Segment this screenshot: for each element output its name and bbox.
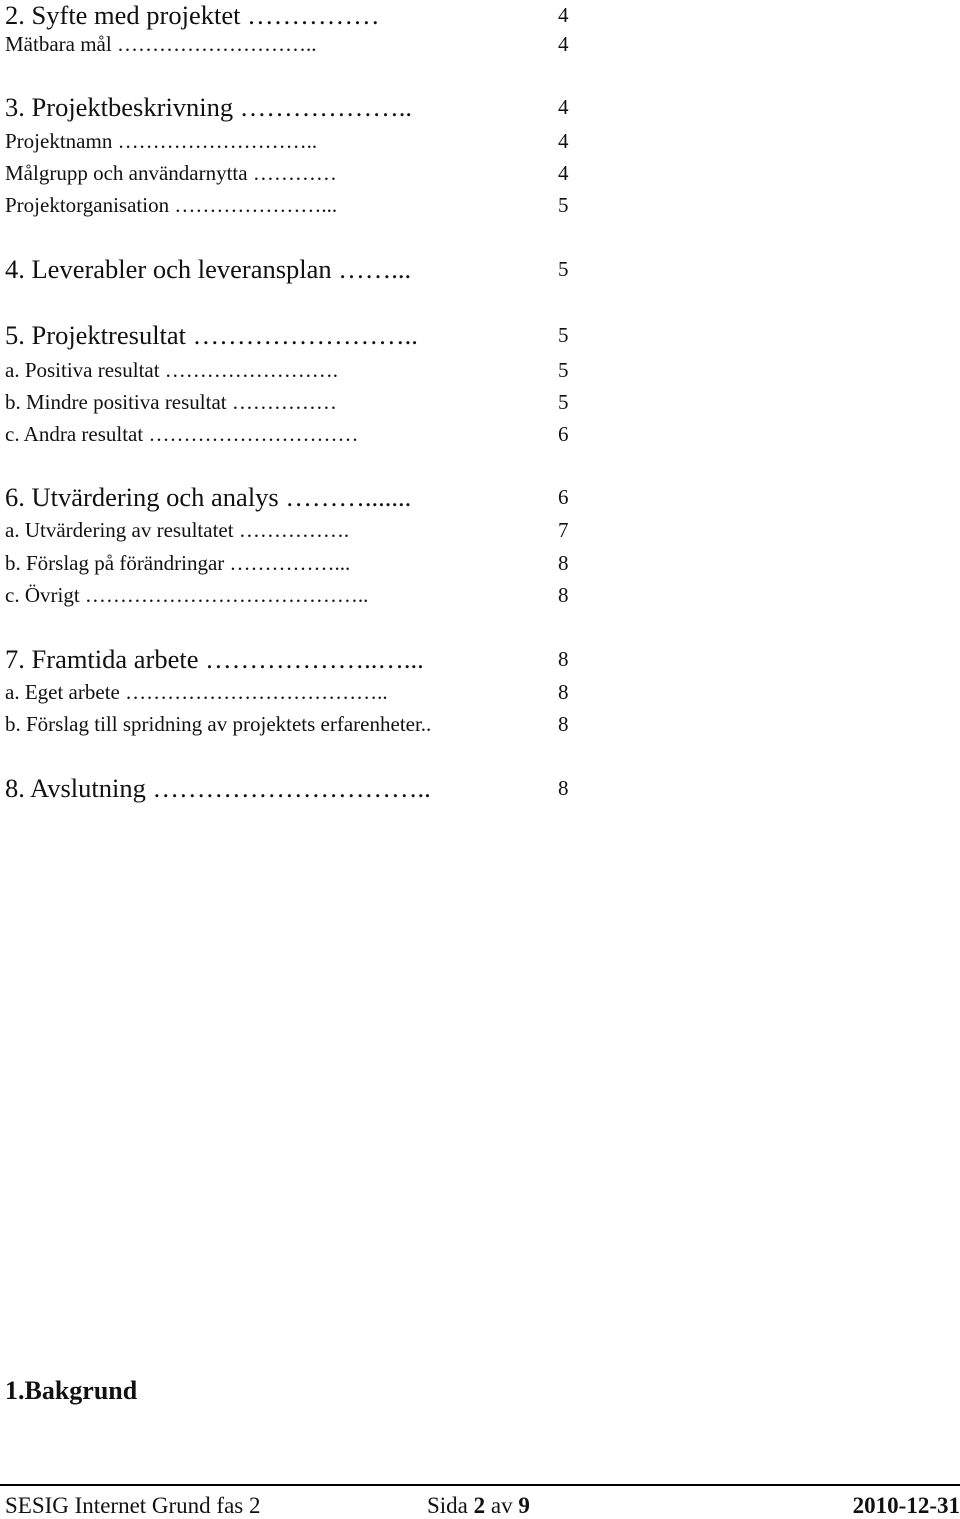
toc-entry xyxy=(5,320,575,351)
toc-entry-page: 6 xyxy=(558,485,569,509)
toc-entry-page: 5 xyxy=(558,193,569,217)
toc-entry-title: a. Utvärdering av resultatet ……………. xyxy=(5,518,350,542)
toc-entry-page: 4 xyxy=(558,3,569,27)
footer-current-page: 2 xyxy=(473,1493,486,1518)
toc-entry xyxy=(5,161,575,186)
toc-entry xyxy=(5,254,575,285)
toc-entry-title: 7. Framtida arbete ………………..…... xyxy=(5,644,424,674)
toc-entry xyxy=(5,193,575,218)
toc-entry-title: Målgrupp och användarnytta ………… xyxy=(5,161,337,185)
toc-entry-page: 5 xyxy=(558,390,569,414)
footer-page-prefix: Sida xyxy=(427,1493,474,1518)
toc-entry xyxy=(5,551,575,576)
toc-entry xyxy=(5,32,575,57)
footer-date: 2010-12-31 xyxy=(852,1493,960,1518)
toc-entry xyxy=(5,644,575,675)
toc-entry xyxy=(5,482,575,513)
toc-entry xyxy=(5,0,575,31)
toc-entry-page: 7 xyxy=(558,518,569,542)
toc-entry xyxy=(5,390,575,415)
footer-document-title: SESIG Internet Grund fas 2 xyxy=(5,1493,261,1518)
toc-entry-page: 5 xyxy=(558,257,569,281)
toc-entry-page: 4 xyxy=(558,161,569,185)
toc-entry xyxy=(5,92,575,123)
page-footer xyxy=(0,1493,960,1517)
toc-entry xyxy=(5,422,575,447)
toc-entry-page: 6 xyxy=(558,422,569,446)
toc-entry-title: 8. Avslutning ………………………….. xyxy=(5,773,431,803)
toc-entry-title: c. Andra resultat ………………………… xyxy=(5,422,359,446)
toc-entry-page: 8 xyxy=(558,776,569,800)
toc-entry xyxy=(5,583,575,608)
toc-entry-page: 8 xyxy=(558,712,569,736)
toc-entry-title: 4. Leverabler och leveransplan ……... xyxy=(5,254,412,284)
toc-entry-title: Projektnamn ……………………….. xyxy=(5,129,318,153)
footer-page-number xyxy=(427,1493,530,1519)
toc-entry-title: c. Övrigt ………………………………….. xyxy=(5,583,369,607)
toc-entry-page: 5 xyxy=(558,358,569,382)
toc-entry-page: 5 xyxy=(558,323,569,347)
toc-entry-title: 3. Projektbeskrivning ……………….. xyxy=(5,92,413,122)
footer-total-pages: 9 xyxy=(518,1493,530,1518)
footer-page-separator: av xyxy=(485,1493,519,1518)
toc-entry xyxy=(5,773,575,804)
toc-entry-title: Projektorganisation …………………... xyxy=(5,193,338,217)
toc-entry-page: 4 xyxy=(558,129,569,153)
toc-entry xyxy=(5,129,575,154)
toc-entry-page: 4 xyxy=(558,95,569,119)
toc-entry-title: b. Mindre positiva resultat …………… xyxy=(5,390,337,414)
toc-entry-title: 5. Projektresultat …………………….. xyxy=(5,320,418,350)
toc-entry-page: 8 xyxy=(558,583,569,607)
toc-entry xyxy=(5,680,575,705)
toc-entry-title: b. Förslag till spridning av projektets erfarenheter.. xyxy=(5,712,432,736)
section-heading: 1.Bakgrund xyxy=(5,1376,138,1405)
toc-entry xyxy=(5,358,575,383)
toc-entry-page: 8 xyxy=(558,647,569,671)
toc-entry-page: 8 xyxy=(558,680,569,704)
toc-entry-title: 2. Syfte med projektet …………… xyxy=(5,0,380,30)
toc-entry-title: b. Förslag på förändringar ……………... xyxy=(5,551,351,575)
toc-entry-title: Mätbara mål ……………………….. xyxy=(5,32,317,56)
toc-entry xyxy=(5,712,575,737)
toc-entry-page: 8 xyxy=(558,551,569,575)
footer-divider xyxy=(0,1484,960,1486)
toc-entry xyxy=(5,518,575,543)
toc-entry-title: a. Eget arbete ……………………………….. xyxy=(5,680,388,704)
toc-entry-page: 4 xyxy=(558,32,569,56)
toc-entry-title: 6. Utvärdering och analys ………....... xyxy=(5,482,412,512)
toc-entry-title: a. Positiva resultat ……………………. xyxy=(5,358,339,382)
